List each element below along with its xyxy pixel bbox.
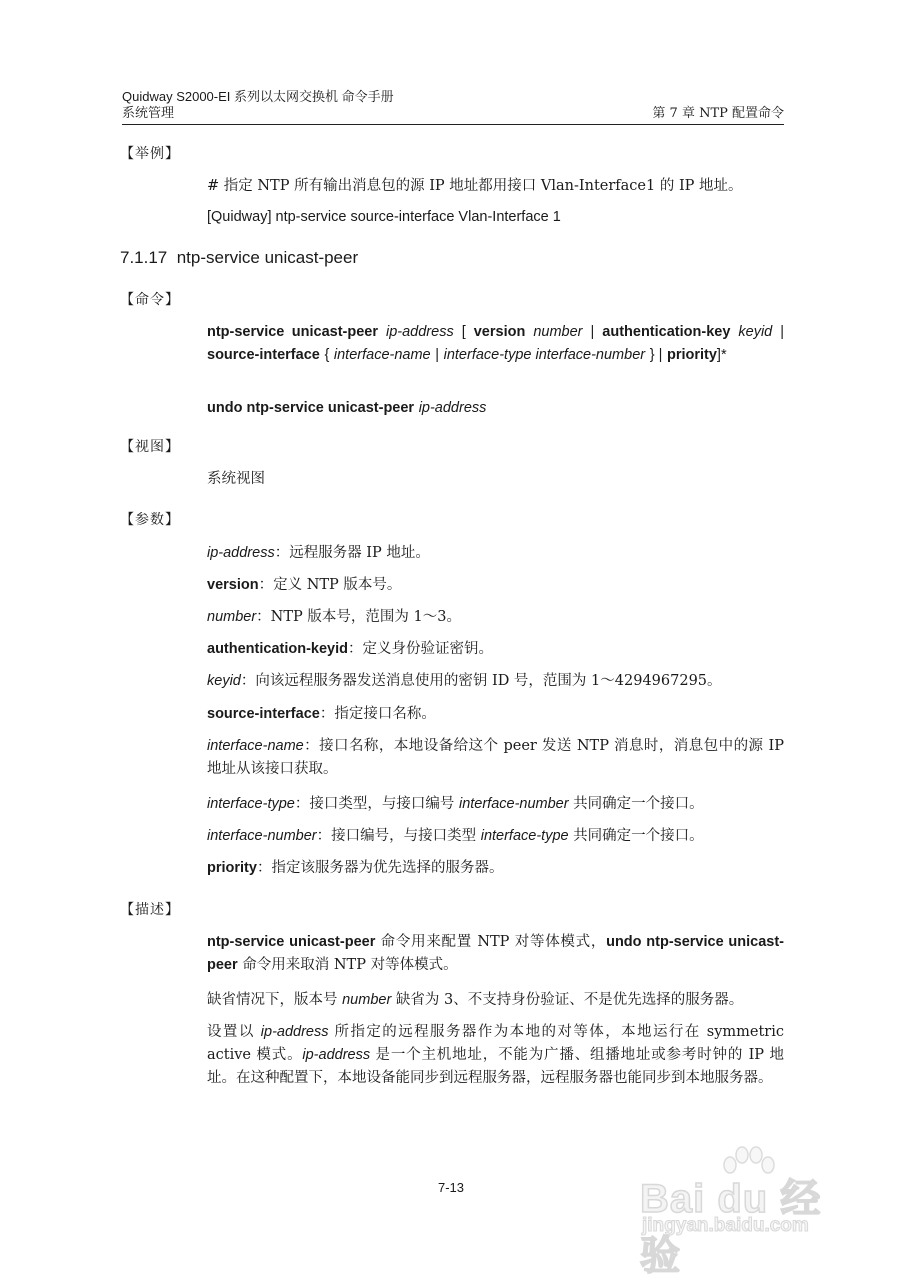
desc-arg: number <box>342 992 392 1008</box>
description-label: 【描述】 <box>120 902 180 918</box>
desc-text: 所指定的远程服务器作为本地的对等体，本地运行在 symmetric active 模式。 <box>207 1024 784 1063</box>
syntax-keyword: priority <box>666 347 717 363</box>
desc-arg: ip-address <box>260 1024 329 1040</box>
param-item <box>207 606 784 629</box>
view-value: 系统视图 <box>207 471 265 487</box>
desc-text: 命令用来配置 NTP 对等体模式， <box>375 934 607 950</box>
param-item <box>207 825 784 848</box>
param-name: ip-address <box>207 545 275 561</box>
param-desc: ：指定接口名称。 <box>319 706 436 722</box>
page-number: 7-13 <box>438 1180 465 1195</box>
desc-text: 是一个主机地址，不能为广播、组播地址或参考时钟的 IP 地址。在这种配置下，本地设备能同步到远程服务器，远程服务器也能同步到本地服务器。 <box>207 1047 784 1086</box>
param-name: keyid <box>207 673 241 689</box>
param-ref: interface-number <box>458 796 569 812</box>
syntax-pipe: | <box>435 347 439 363</box>
watermark-logo: Bai du 经验 <box>640 1177 822 1278</box>
desc-keyword: undo ntp-service unicast-peer <box>207 934 784 973</box>
syntax-arg: number <box>533 324 583 340</box>
section-number: 7.1.17 <box>120 248 168 267</box>
param-name: authentication-keyid <box>207 641 348 657</box>
param-item <box>207 638 784 661</box>
desc-text: 缺省情况下，版本号 <box>207 992 343 1008</box>
param-ref: interface-type <box>480 828 569 844</box>
syntax-brace: { <box>324 347 330 363</box>
param-name: version <box>207 577 259 593</box>
syntax-pipe: | <box>590 324 595 340</box>
param-name: source-interface <box>207 706 320 722</box>
syntax-keyword: ntp-service unicast-peer <box>207 324 378 340</box>
param-item <box>207 542 784 565</box>
desc-arg: ip-address <box>302 1047 371 1063</box>
syntax-bracket: [ <box>461 324 466 340</box>
param-desc: ：指定该服务器为优先选择的服务器。 <box>256 860 504 876</box>
syntax-pipe: | <box>780 324 785 340</box>
syntax-keyword: authentication-key <box>602 324 731 340</box>
syntax-arg: ip-address <box>386 324 454 340</box>
syntax-arg: interface-type interface-number <box>443 347 646 363</box>
syntax-keyword: undo ntp-service unicast-peer <box>207 400 415 416</box>
param-desc: ：NTP 版本号，范围为 1～3。 <box>256 609 461 625</box>
param-item <box>207 793 784 816</box>
param-item <box>207 735 784 781</box>
syntax-arg: interface-name <box>333 347 431 363</box>
param-item <box>207 670 784 693</box>
section-name: 系统管理 <box>122 106 175 121</box>
example-command: [Quidway] ntp-service source-interface Vlan-Interface 1 <box>207 209 561 225</box>
param-desc: ：远程服务器 IP 地址。 <box>274 545 430 561</box>
param-item <box>207 703 784 726</box>
description-paragraph <box>207 989 784 1012</box>
manual-title: Quidway S2000-EI 系列以太网交换机 命令手册 <box>122 89 394 104</box>
param-desc: ：定义 NTP 版本号。 <box>258 577 402 593</box>
syntax-bracket: ]* <box>716 347 727 363</box>
param-desc: ：接口名称，本地设备给这个 peer 发送 NTP 消息时，消息包中的源 IP 地址从该接口获取。 <box>207 738 784 777</box>
section-heading <box>120 248 358 268</box>
example-comment-text: # 指定 NTP 所有输出消息包的源 IP 地址都用接口 Vlan-Interface1 的 IP 地址。 <box>207 178 743 194</box>
description-paragraph <box>207 1021 784 1090</box>
param-desc: ：接口类型，与接口编号 <box>294 796 459 812</box>
baidu-watermark <box>640 1145 850 1278</box>
section-title-text: ntp-service unicast-peer <box>176 248 359 267</box>
page-header <box>122 88 784 122</box>
param-desc: ：接口编号，与接口类型 <box>316 828 481 844</box>
chapter-title: 第 7 章 NTP 配置命令 <box>652 106 784 121</box>
syntax-brace: } | <box>649 347 663 363</box>
param-name: interface-name <box>207 738 304 754</box>
description-paragraph <box>207 931 784 977</box>
view-label: 【视图】 <box>120 439 180 455</box>
param-name: priority <box>207 860 257 876</box>
desc-keyword: ntp-service unicast-peer <box>207 934 376 950</box>
param-desc: ：定义身份验证密钥。 <box>348 641 493 657</box>
desc-text: 命令用来取消 NTP 对等体模式。 <box>237 957 458 973</box>
param-name: interface-type <box>207 796 295 812</box>
command-label: 【命令】 <box>120 292 180 308</box>
param-desc: ：向该远程服务器发送消息使用的密钥 ID 号，范围为 1～4294967295。 <box>240 673 722 689</box>
desc-text: 设置以 <box>207 1024 261 1040</box>
syntax-keyword: version <box>473 324 526 340</box>
example-label: 【举例】 <box>120 146 180 162</box>
param-desc: 共同确定一个接口。 <box>568 796 704 812</box>
param-item <box>207 574 784 597</box>
syntax-arg: keyid <box>738 324 773 340</box>
syntax-arg: ip-address <box>418 400 487 416</box>
header-divider <box>122 124 784 125</box>
undo-syntax <box>207 397 784 420</box>
params-label: 【参数】 <box>120 512 180 528</box>
param-name: number <box>207 609 257 625</box>
param-name: interface-number <box>207 828 317 844</box>
param-desc: 共同确定一个接口。 <box>568 828 704 844</box>
example-comment <box>207 175 784 198</box>
param-item <box>207 857 784 880</box>
watermark-url: jingyan.baidu.com <box>642 1215 809 1236</box>
command-syntax <box>207 321 784 367</box>
desc-text: 缺省为 3、不支持身份验证、不是优先选择的服务器。 <box>391 992 744 1008</box>
syntax-keyword: source-interface <box>207 347 320 363</box>
